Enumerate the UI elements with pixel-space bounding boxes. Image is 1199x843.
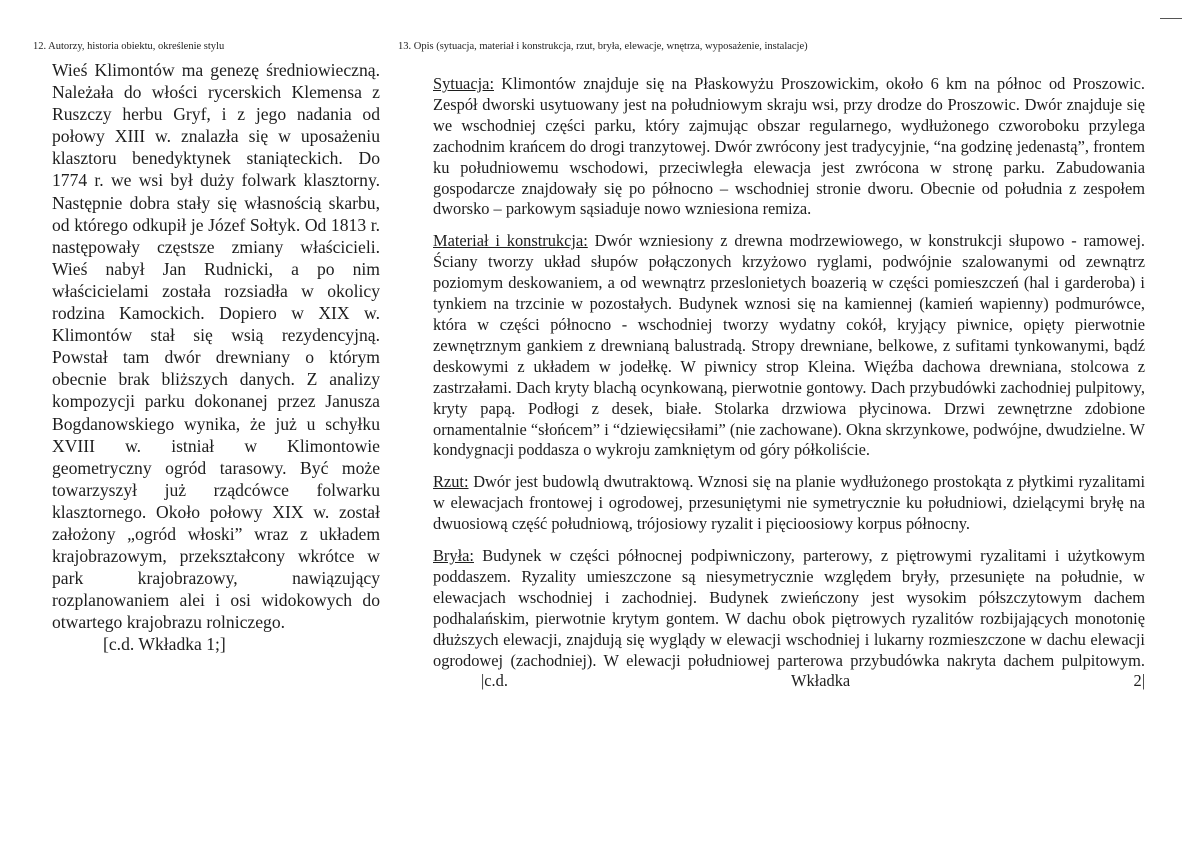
corner-mark (1160, 18, 1182, 19)
history-text: Wieś Klimontów ma genezę średniowieczną. Należała do włości rycerskich Klemensa z Ruszczy herbu Gryf, i z jego nadania od połowy XIII w. znalazła się w uposażeniu klasztoru benedyktynek staniąteckich. Do 1774 r. we wsi był duży folwark klasztorny. Następnie dobra stały się własnością skarbu, od którego odkupił je Józef Sołtyk. Od 1813 r. następowały częstsze zmiany właścicieli. Wieś nabył Jan Rudnicki, a po nim właścicielami została rozsiadła w okolicy rodzina Kamockich. Dopiero w XIX w. Klimontów stał się wsią rezydencyjną. Powstał tam dwór drewniany o którym obecnie brak bliższych danych. Z analizy kompozycji parku dokonanej przez Janusza Bogdanowskiego wynika, że już u schyłku XVIII w. istniał w Klimontowie geometryczny ogród tarasowy. Być może towarzyszył już rządcówce folwarku klasztornego. Około połowy XIX w. został założony „ogród włoski” wraz z układem krajobrazowym, przekształcony wkrótce w park krajobrazowy, nawiązujący rozplanowaniem alei i osi widokowych do otwartego krajobrazu rolniczego. (52, 60, 380, 633)
section-text: Dwór wzniesiony z drewna modrzewiowego, w konstrukcji słupowo - ramowej. Ściany tworzy układ słupów połączonych krzyżowo ryglami, podwójnie szalowanymi od zewnątrz poziomym deskowaniem, a od wewnątrz przeslonietych boazerią w części pomieszczeń (hal i garderoba) i tynkiem na trzcinie w pozostałych. Budynek wznosi się na kamiennej (kamień wapienny) podmurówce, która w części północno - wschodniej tworzy wydatny cokół, kryjący piwnice, opięty pierwotnie zewnętrznym gankiem z drewnianą balustradą. Stropy drewniane, belkowe, z sufitami tynkowanymi, bądź deskowymi z układem w jodełkę. W piwnicy strop Kleina. Więźba dachowa drewniana, stolcowa z zastrzałami. Dach kryty blachą ocynkowaną, pierwotnie gontowy. Dach przybudówki zachodniej pulpitowy, kryty papą. Podłogi z desek, białe. Stolarka drzwiowa płycinowa. Drzwi zewnętrzne zdobione ornamentalnie “słońcem” i “dziewięcsiłami” (nie zachowane). Okna skrzynkowe, podwójne, dwudzielne. W kondygnacji poddasza o wykroju zamkniętym od góry półkoliście. (433, 231, 1146, 460)
history-continuation: [c.d. Wkładka 1;] (103, 634, 226, 655)
section-text: Dwór jest budowlą dwutraktową. Wznosi się na planie wydłużonego prostokąta z płytkimi ryzalitami w elewacjach frontowej i ogrodowej, przesuniętymi nie symetrycznie ku południowi, dzielącymi bryłę na dwuosiową część południową, trójosiowy ryzalit i pięcioosiowy korpus północny. (433, 472, 1145, 534)
section-heading: Materiał i konstrukcja: (433, 231, 588, 251)
description-header: 13. Opis (sytuacja, materiał i konstrukcja, rzut, bryła, elewacje, wnętrza, wyposażenie, instalacje) (398, 41, 808, 52)
section-text: Klimontów znajduje się na Płaskowyżu Proszowickim, około 6 km na północ od Proszowic. Zespół dworski usytuowany jest na południowym skraju wsi, przy drodze do Proszowic. Dwór znajduje się we wschodniej części parku, który zajmując obszar regularnego, wydłużonego czworoboku przylega zachodnim krańcem do drogi tranzytowej. Dwór zwrócony jest tradycyjnie, “na godzinę jedenastą”, frontem ku południowemu wschodowi, przeciwległa elewacja jest zwrócona w stronę parku. Zabudowania gospodarcze znajdowały się po północno – wschodniej stronie dworu. Obecnie od południa z zespołem dworsko – parkowym sąsiaduje nowo wzniesiona remiza. (433, 74, 1145, 219)
section-form (433, 546, 1145, 692)
section-material (433, 231, 1145, 461)
form-continuation: |c.d. Wkładka 2| (481, 671, 1145, 691)
section-heading: Rzut: (433, 472, 469, 492)
section-heading: Sytuacja: (433, 74, 494, 93)
section-heading: Bryła: (433, 546, 474, 566)
history-header: 12. Autorzy, historia obiektu, określenie stylu (33, 41, 225, 52)
description-column (398, 40, 1178, 703)
section-plan (433, 472, 1145, 535)
history-column (33, 40, 381, 656)
section-text: Budynek w części północnej podpiwniczony, parterowy, z piętrowymi ryzalitami i użytkowym poddaszem. Ryzality umieszczone są niesymetrycznie względem bryły, przesunięte na południe, w elewacjach wschodniej i zachodniej. Budynek zwieńczony jest wysokim półszczytowym dachem podhalańskim, pierwotnie krytym gontem. W dachu obok piętrowych ryzalitów rozbijających monotonię dłuższych elewacji, znajdują się wyglądy w elewacji wschodniej i lukarny rozmieszczone w dachu elewacji ogrodowej (zachodniej). W elewacji południowej parterowa przybudówka nakryta dachem pulpitowym. (433, 546, 1145, 670)
section-situation (433, 74, 1145, 220)
